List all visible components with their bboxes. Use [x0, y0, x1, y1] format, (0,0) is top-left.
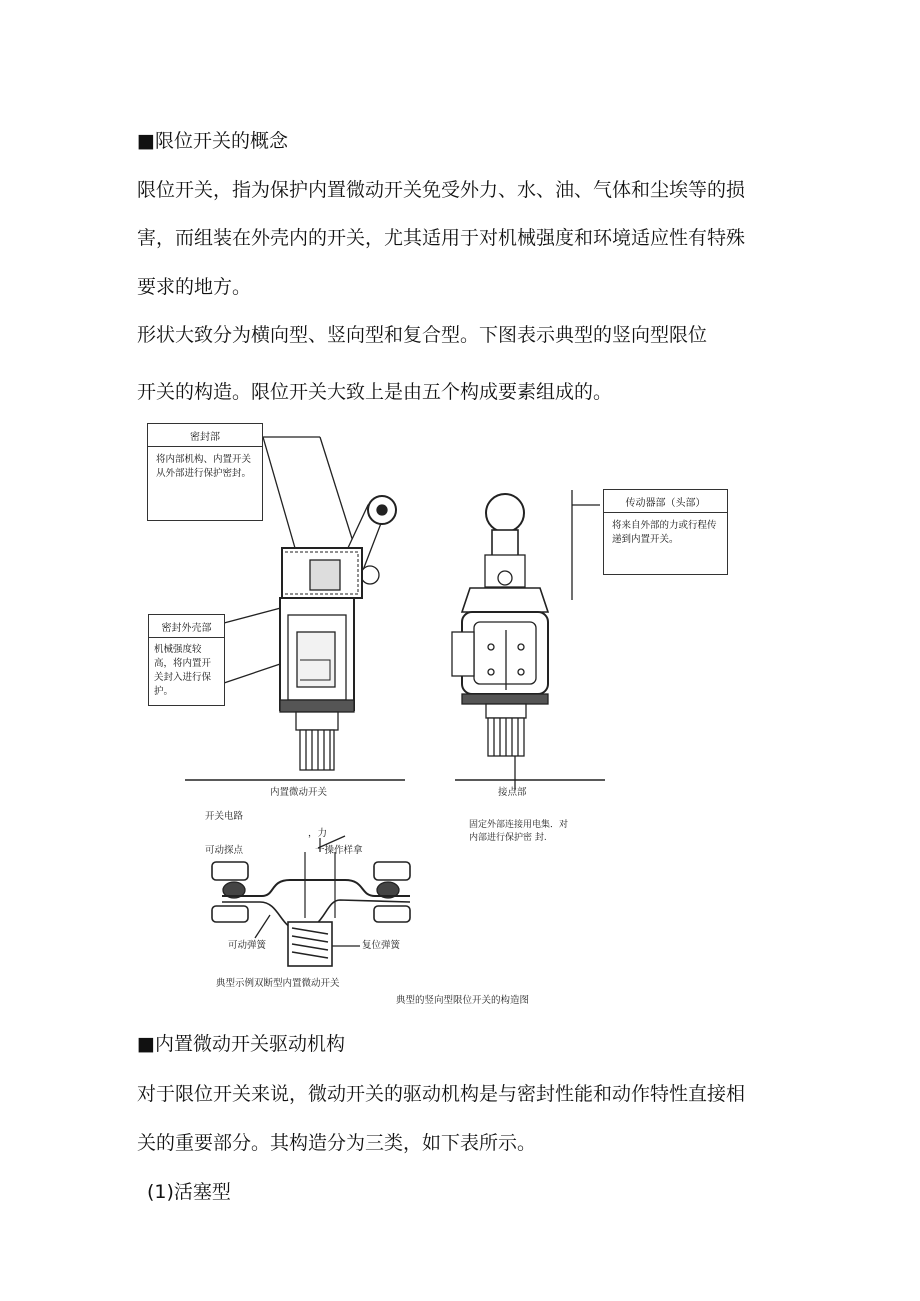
return-spring-label: 复位弹簧: [362, 940, 401, 951]
paragraph-line: 关的重要部分。其构造分为三类，如下表所示。: [137, 1132, 537, 1154]
contact-description: 固定外部连接用电集．对内部进行保护密 封.: [469, 820, 569, 843]
actuator-title: 传动器部（头部）: [604, 490, 727, 513]
movable-contact-label: 可动探点: [205, 845, 244, 856]
example-caption: 典型示例双断型内置微动开关: [216, 978, 340, 989]
seal-title: 密封部: [148, 424, 262, 447]
plunger-label: 一操作样拿: [315, 845, 363, 856]
section-heading-concept: ■限位开关的概念: [137, 130, 288, 152]
paragraph-line: 形状大致分为横向型、竖向型和复合型。下图表示典型的竖向型限位: [137, 324, 708, 346]
paragraph-line: 限位开关，指为保护内置微动开关免受外力、水、油、气体和尘埃等的损: [137, 179, 746, 201]
housing-callout-box: [148, 614, 225, 706]
actuator-callout-box: [603, 489, 728, 575]
switch-circuit-label: 开关电路: [205, 811, 244, 822]
builtin-switch-label: 内置微动开关: [270, 787, 328, 798]
paragraph-line: 对于限位开关来说，微动开关的驱动机构是与密封性能和动作特性直接相: [137, 1083, 746, 1105]
figure-caption: 典型的竖向型限位开关的构造图: [396, 995, 530, 1006]
actuator-description: 将来自外部的力或行程传递到内置开关。: [612, 520, 717, 545]
housing-description: 机械强度较高，将内置开关封入进行保护。: [154, 644, 212, 697]
contact-label: 接点部: [498, 787, 527, 798]
seal-description: 将内部机构、内置开关从外部进行保护密封。: [156, 454, 252, 479]
paragraph-line: 开关的构造。限位开关大致上是由五个构成要素组成的。: [137, 381, 613, 403]
seal-callout-box: [147, 423, 263, 521]
force-label: ，力: [308, 828, 328, 839]
section-heading-drive-mechanism: ■内置微动开关驱动机构: [137, 1033, 345, 1055]
list-item-piston-type: (1)活塞型: [147, 1181, 231, 1203]
movable-spring-label: 可动弹簧: [228, 940, 267, 951]
paragraph-line: 要求的地方。: [137, 276, 252, 298]
housing-title: 密封外壳部: [149, 615, 224, 638]
paragraph-line: 害，而组装在外壳内的开关，尤其适用于对机械强度和环境适应性有特殊: [137, 227, 746, 249]
